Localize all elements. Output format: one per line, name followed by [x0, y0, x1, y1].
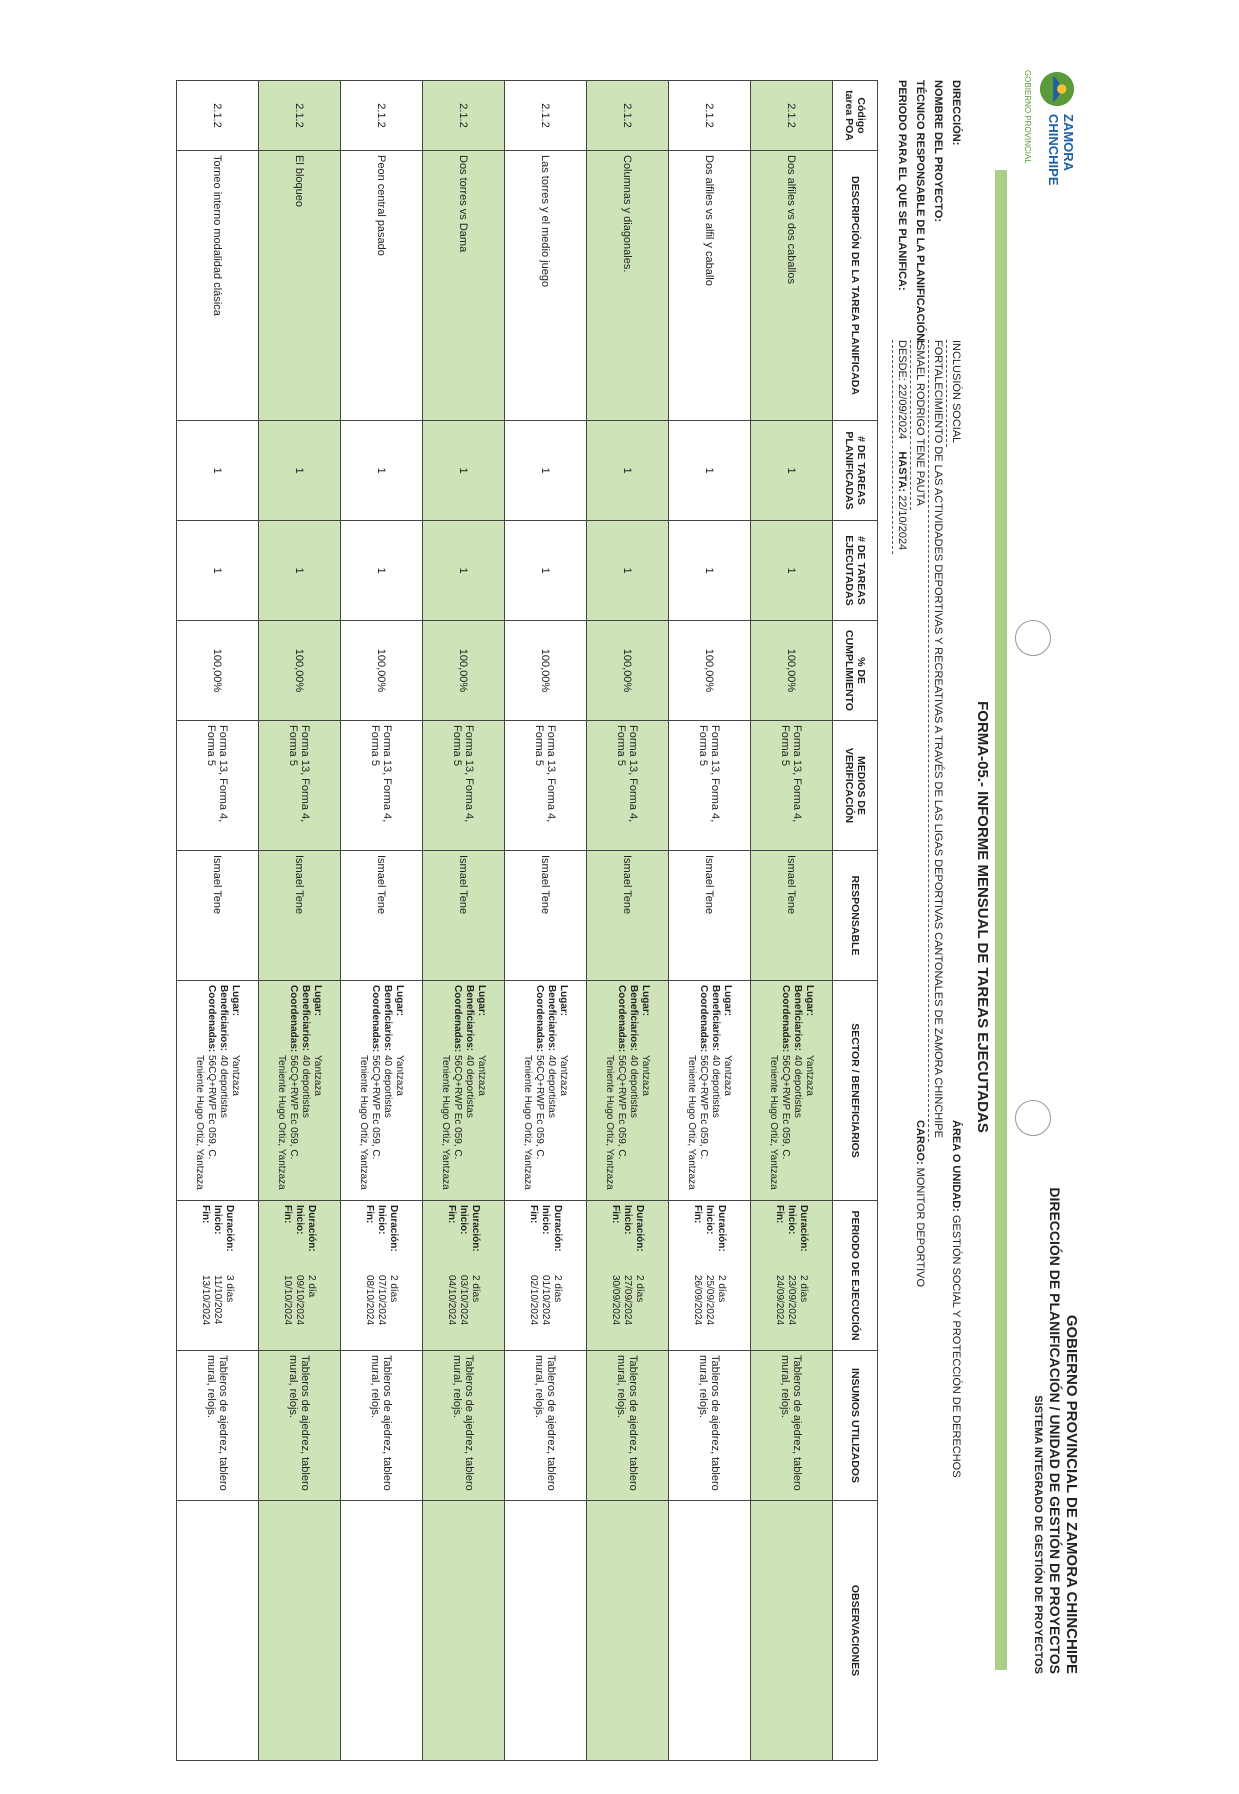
cell-sector	[259, 981, 341, 1201]
cell-observaciones	[259, 1501, 341, 1761]
cell-insumos: Tableros de ajedrez, tablero mural, relojs.	[177, 1351, 259, 1501]
inicio-value: 25/09/2024	[704, 1275, 716, 1326]
cell-responsable: Ismael Tene	[177, 851, 259, 981]
table-row	[669, 81, 751, 1761]
lugar-value: Yantzaza	[804, 1055, 816, 1096]
lugar-value: Yantzaza	[722, 1055, 734, 1096]
beneficiarios-value: 40 deportistas	[628, 1055, 640, 1118]
cell-insumos: Tableros de ajedrez, tablero mural, relojs.	[669, 1351, 751, 1501]
table-body	[177, 81, 833, 1761]
fin-value: 26/09/2024	[692, 1275, 704, 1326]
inicio-value: 07/10/2024	[376, 1275, 388, 1326]
cell-observaciones	[751, 1501, 833, 1761]
lugar-value: Yantzaza	[394, 1055, 406, 1096]
coordenadas-label: Coordenadas:	[452, 985, 464, 1053]
system-name: SISTEMA INTEGRADO DE GESTIÓN DE PROYECTOS	[1032, 1395, 1044, 1674]
cell-ejecutadas: 1	[669, 521, 751, 621]
cell-sector	[587, 981, 669, 1201]
hasta-label: HASTA:	[896, 451, 908, 493]
punch-hole-top	[1015, 620, 1051, 656]
provincial-emblem-icon	[1038, 70, 1076, 108]
inicio-label: Inicio:	[540, 1205, 552, 1235]
cell-medios: Forma 13, Forma 4, Forma 5	[177, 721, 259, 851]
cell-sector	[177, 981, 259, 1201]
col-observaciones: OBSERVACIONES	[833, 1501, 878, 1761]
col-responsable: RESPONSABLE	[833, 851, 878, 981]
coordenadas-value: 56CQ+RWP Ec 059, C. Teniente Hugo Ortiz, Yantzaza	[194, 1055, 218, 1190]
cell-planificadas: 1	[177, 421, 259, 521]
cell-codigo: 2.1.2	[177, 81, 259, 151]
cell-medios: Forma 13, Forma 4, Forma 5	[587, 721, 669, 851]
table-row	[423, 81, 505, 1761]
document-page	[0, 40, 1110, 1794]
inicio-label: Inicio:	[212, 1205, 224, 1235]
cell-sector	[341, 981, 423, 1201]
periodo-range	[892, 340, 911, 554]
cell-planificadas: 1	[341, 421, 423, 521]
col-sector: SECTOR / BENEFICIARIOS	[833, 981, 878, 1201]
duracion-value: 2 días	[470, 1275, 482, 1303]
cell-cumplimiento: 100,00%	[669, 621, 751, 721]
lugar-value: Yantzaza	[476, 1055, 488, 1096]
cell-planificadas: 1	[505, 421, 587, 521]
tasks-table	[176, 80, 878, 1761]
beneficiarios-label: Beneficiarios:	[464, 985, 476, 1052]
fin-label: Fin:	[774, 1205, 786, 1224]
cell-ejecutadas: 1	[751, 521, 833, 621]
coordenadas-value: 56CQ+RWP Ec 059, C. Teniente Hugo Ortiz, Yantzaza	[768, 1055, 792, 1190]
cell-insumos: Tableros de ajedrez, tablero mural, relojs.	[587, 1351, 669, 1501]
cell-planificadas: 1	[751, 421, 833, 521]
inicio-label: Inicio:	[704, 1205, 716, 1235]
cell-responsable: Ismael Tene	[423, 851, 505, 981]
beneficiarios-value: 40 deportistas	[792, 1055, 804, 1118]
fin-label: Fin:	[364, 1205, 376, 1224]
fin-label: Fin:	[692, 1205, 704, 1224]
cell-planificadas: 1	[259, 421, 341, 521]
document-header	[1029, 1187, 1080, 1674]
cell-codigo: 2.1.2	[669, 81, 751, 151]
fin-value: 13/10/2024	[200, 1275, 212, 1326]
col-periodo: PERIODO DE EJECUCIÓN	[833, 1201, 878, 1351]
table-row	[341, 81, 423, 1761]
duracion-value: 2 días	[552, 1275, 564, 1303]
cell-responsable: Ismael Tene	[505, 851, 587, 981]
duracion-label: Duración:	[552, 1205, 564, 1252]
lugar-label: Lugar:	[558, 985, 570, 1017]
cell-insumos: Tableros de ajedrez, tablero mural, relojs.	[341, 1351, 423, 1501]
inicio-label: Inicio:	[622, 1205, 634, 1235]
duracion-label: Duración:	[634, 1205, 646, 1252]
cell-ejecutadas: 1	[177, 521, 259, 621]
table-row	[177, 81, 259, 1761]
lugar-label: Lugar:	[640, 985, 652, 1017]
col-cumplimiento: % DE CUMPLIMIENTO	[833, 621, 878, 721]
punch-hole-bottom	[1015, 1100, 1051, 1136]
inicio-label: Inicio:	[294, 1205, 306, 1235]
cell-descripcion: Las torres y el medio juego	[505, 151, 587, 421]
cell-observaciones	[423, 1501, 505, 1761]
inicio-value: 01/10/2024	[540, 1275, 552, 1326]
duracion-label: Duración:	[388, 1205, 400, 1252]
header-band	[995, 170, 1007, 1670]
cell-cumplimiento: 100,00%	[341, 621, 423, 721]
fin-label: Fin:	[282, 1205, 294, 1224]
beneficiarios-value: 40 deportistas	[710, 1055, 722, 1118]
cell-ejecutadas: 1	[587, 521, 669, 621]
beneficiarios-label: Beneficiarios:	[710, 985, 722, 1052]
lugar-label: Lugar:	[722, 985, 734, 1017]
lugar-label: Lugar:	[476, 985, 488, 1017]
coordenadas-label: Coordenadas:	[616, 985, 628, 1053]
cell-responsable: Ismael Tene	[751, 851, 833, 981]
cell-periodo	[423, 1201, 505, 1351]
inicio-value: 11/10/2024	[212, 1275, 224, 1325]
cell-planificadas: 1	[669, 421, 751, 521]
col-ejecutadas: # DE TAREAS EJECUTADAS	[833, 521, 878, 621]
cell-codigo: 2.1.2	[587, 81, 669, 151]
desde-value: 22/09/2024	[896, 384, 908, 440]
cell-responsable: Ismael Tene	[587, 851, 669, 981]
col-insumos: INSUMOS UTILIZADOS	[833, 1351, 878, 1501]
direccion-value: INCLUSIÓN SOCIAL	[946, 340, 965, 447]
table-row	[259, 81, 341, 1761]
fin-value: 10/10/2024	[282, 1275, 294, 1326]
proyecto-label: NOMBRE DEL PROYECTO:	[932, 80, 944, 222]
duracion-value: 3 días	[224, 1275, 236, 1303]
cell-observaciones	[587, 1501, 669, 1761]
cell-medios: Forma 13, Forma 4, Forma 5	[423, 721, 505, 851]
cell-sector	[423, 981, 505, 1201]
cell-codigo: 2.1.2	[259, 81, 341, 151]
cell-insumos: Tableros de ajedrez, tablero mural, relojs.	[423, 1351, 505, 1501]
cell-insumos: Tableros de ajedrez, tablero mural, relojs.	[259, 1351, 341, 1501]
cell-codigo: 2.1.2	[505, 81, 587, 151]
cell-ejecutadas: 1	[505, 521, 587, 621]
duracion-label: Duración:	[798, 1205, 810, 1252]
cell-observaciones	[669, 1501, 751, 1761]
coordenadas-label: Coordenadas:	[370, 985, 382, 1053]
lugar-label: Lugar:	[230, 985, 242, 1017]
cell-insumos: Tableros de ajedrez, tablero mural, relojs.	[505, 1351, 587, 1501]
form-title: FORMA-05.- INFORME MENSUAL DE TAREAS EJECUTADAS	[974, 701, 991, 1133]
fin-value: 24/09/2024	[774, 1275, 786, 1326]
fin-value: 02/10/2024	[528, 1275, 540, 1326]
cargo-value: MONITOR DEPORTIVO	[914, 1167, 926, 1288]
logo-sub: GOBIERNO PROVINCIAL	[1023, 70, 1032, 164]
cell-descripcion: Dos torres vs Dama	[423, 151, 505, 421]
cell-descripcion: Columnas y diagonales.	[587, 151, 669, 421]
inicio-label: Inicio:	[786, 1205, 798, 1235]
coordenadas-value: 56CQ+RWP Ec 059, C. Teniente Hugo Ortiz, Yantzaza	[440, 1055, 464, 1190]
duracion-label: Duración:	[306, 1205, 318, 1252]
duracion-value: 2 días	[798, 1275, 810, 1303]
cell-cumplimiento: 100,00%	[177, 621, 259, 721]
lugar-label: Lugar:	[312, 985, 324, 1017]
table-row	[587, 81, 669, 1761]
area-value: GESTIÓN SOCIAL Y PROTECCIÓN DE DERECHOS	[950, 1214, 962, 1478]
cell-cumplimiento: 100,00%	[423, 621, 505, 721]
cell-sector	[505, 981, 587, 1201]
logo	[1010, 70, 1080, 190]
lugar-value: Yantzaza	[640, 1055, 652, 1096]
col-planificadas: # DE TAREAS PLANIFICADAS	[833, 421, 878, 521]
table-header-row	[833, 81, 878, 1761]
cell-cumplimiento: 100,00%	[259, 621, 341, 721]
direccion-label: DIRECCIÓN:	[950, 80, 962, 146]
coordenadas-value: 56CQ+RWP Ec 059, C. Teniente Hugo Ortiz, Yantzaza	[604, 1055, 628, 1190]
cell-observaciones	[341, 1501, 423, 1761]
cell-cumplimiento: 100,00%	[587, 621, 669, 721]
coordenadas-label: Coordenadas:	[698, 985, 710, 1053]
lugar-value: Yantzaza	[312, 1055, 324, 1096]
hasta-value: 22/10/2024	[896, 495, 908, 551]
coordenadas-value: 56CQ+RWP Ec 059, C. Teniente Hugo Ortiz, Yantzaza	[522, 1055, 546, 1190]
beneficiarios-label: Beneficiarios:	[628, 985, 640, 1052]
duracion-label: Duración:	[224, 1205, 236, 1252]
cell-descripcion: Torneo interno modalidad clásica	[177, 151, 259, 421]
periodo-row	[893, 80, 911, 1580]
duracion-value: 2 días	[388, 1275, 400, 1303]
col-descripcion: DESCRIPCIÓN DE LA TAREA PLANIFICADA	[833, 151, 878, 421]
cell-medios: Forma 13, Forma 4, Forma 5	[505, 721, 587, 851]
cell-periodo	[505, 1201, 587, 1351]
table-row	[505, 81, 587, 1761]
col-codigo: Código tarea POA	[833, 81, 878, 151]
cell-descripcion: Peon central pasado	[341, 151, 423, 421]
cell-responsable: Ismael Tene	[259, 851, 341, 981]
cell-observaciones	[505, 1501, 587, 1761]
cell-codigo: 2.1.2	[341, 81, 423, 151]
fin-label: Fin:	[200, 1205, 212, 1224]
tecnico-label: TÉCNICO RESPONSABLE DE LA PLANIFICACIÓN:	[914, 80, 926, 345]
table-row	[751, 81, 833, 1761]
cell-descripcion: Dos alfiles vs alfil y caballo	[669, 151, 751, 421]
coordenadas-value: 56CQ+RWP Ec 059, C. Teniente Hugo Ortiz, Yantzaza	[358, 1055, 382, 1190]
coordenadas-value: 56CQ+RWP Ec 059, C. Teniente Hugo Ortiz, Yantzaza	[686, 1055, 710, 1190]
cell-periodo	[341, 1201, 423, 1351]
area-field	[947, 1120, 965, 1478]
dept-name: DIRECCIÓN DE PLANIFICACIÓN / UNIDAD DE GESTIÓN DE PROYECTOS	[1047, 1187, 1063, 1674]
lugar-value: Yantzaza	[230, 1055, 242, 1096]
cell-sector	[751, 981, 833, 1201]
report-metadata	[893, 80, 965, 1580]
lugar-value: Yantzaza	[558, 1055, 570, 1096]
desde-label: DESDE:	[896, 340, 908, 381]
cell-cumplimiento: 100,00%	[505, 621, 587, 721]
cell-cumplimiento: 100,00%	[751, 621, 833, 721]
beneficiarios-label: Beneficiarios:	[792, 985, 804, 1052]
tecnico-value: ISMAEL RODRIGO TENE PAUTA	[910, 340, 929, 510]
coordenadas-value: 56CQ+RWP Ec 059, C. Teniente Hugo Ortiz, Yantzaza	[276, 1055, 300, 1190]
cell-codigo: 2.1.2	[423, 81, 505, 151]
coordenadas-label: Coordenadas:	[780, 985, 792, 1053]
cell-periodo	[177, 1201, 259, 1351]
beneficiarios-value: 40 deportistas	[218, 1055, 230, 1118]
lugar-label: Lugar:	[804, 985, 816, 1017]
beneficiarios-value: 40 deportistas	[300, 1055, 312, 1118]
beneficiarios-label: Beneficiarios:	[382, 985, 394, 1052]
proyecto-row	[929, 80, 947, 1580]
duracion-value: 2 días	[634, 1275, 646, 1303]
coordenadas-label: Coordenadas:	[206, 985, 218, 1053]
fin-label: Fin:	[610, 1205, 622, 1224]
beneficiarios-value: 40 deportistas	[382, 1055, 394, 1118]
cell-medios: Forma 13, Forma 4, Forma 5	[751, 721, 833, 851]
cell-medios: Forma 13, Forma 4, Forma 5	[341, 721, 423, 851]
cell-codigo: 2.1.2	[751, 81, 833, 151]
fin-value: 04/10/2024	[446, 1275, 458, 1326]
inicio-label: Inicio:	[376, 1205, 388, 1235]
org-name: GOBIERNO PROVINCIAL DE ZAMORA CHINCHIPE	[1063, 1314, 1080, 1674]
logo-name: ZAMORA CHINCHIPE	[1046, 114, 1076, 186]
lugar-label: Lugar:	[394, 985, 406, 1017]
cell-observaciones	[177, 1501, 259, 1761]
inicio-value: 23/09/2024	[786, 1275, 798, 1326]
direccion-row	[947, 80, 965, 1580]
inicio-value: 27/09/2024	[622, 1275, 634, 1326]
cell-insumos: Tableros de ajedrez, tablero mural, relojs.	[751, 1351, 833, 1501]
area-label: ÁREA O UNIDAD:	[950, 1120, 962, 1212]
fin-value: 30/09/2024	[610, 1275, 622, 1326]
cell-ejecutadas: 1	[259, 521, 341, 621]
beneficiarios-label: Beneficiarios:	[546, 985, 558, 1052]
cell-periodo	[669, 1201, 751, 1351]
inicio-value: 03/10/2024	[458, 1275, 470, 1326]
col-medios: MEDIOS DE VERIFICACIÓN	[833, 721, 878, 851]
cargo-field	[911, 1120, 929, 1287]
cell-periodo	[259, 1201, 341, 1351]
inicio-label: Inicio:	[458, 1205, 470, 1235]
duracion-label: Duración:	[470, 1205, 482, 1252]
cell-sector	[669, 981, 751, 1201]
cell-periodo	[751, 1201, 833, 1351]
cell-responsable: Ismael Tene	[341, 851, 423, 981]
fin-label: Fin:	[446, 1205, 458, 1224]
cell-periodo	[587, 1201, 669, 1351]
fin-label: Fin:	[528, 1205, 540, 1224]
cell-planificadas: 1	[423, 421, 505, 521]
beneficiarios-value: 40 deportistas	[546, 1055, 558, 1118]
beneficiarios-label: Beneficiarios:	[300, 985, 312, 1052]
tecnico-row	[911, 80, 929, 1580]
inicio-value: 09/10/2024	[294, 1275, 306, 1326]
proyecto-value: FORTALECIMIENTO DE LAS ACTIVIDADES DEPORTIVAS Y RECREATIVAS A TRAVÉS DE LAS LIGAS DEPORTIVAS CANTONALES DE ZAMORA CHINCHIPE	[928, 340, 947, 1142]
beneficiarios-label: Beneficiarios:	[218, 985, 230, 1052]
cell-medios: Forma 13, Forma 4, Forma 5	[669, 721, 751, 851]
cell-ejecutadas: 1	[341, 521, 423, 621]
coordenadas-label: Coordenadas:	[288, 985, 300, 1053]
beneficiarios-value: 40 deportistas	[464, 1055, 476, 1118]
cell-responsable: Ismael Tene	[669, 851, 751, 981]
duracion-value: 2 día	[306, 1275, 318, 1298]
cell-ejecutadas: 1	[423, 521, 505, 621]
cargo-label: CARGO:	[914, 1120, 926, 1165]
duracion-value: 2 días	[716, 1275, 728, 1303]
fin-value: 08/10/2024	[364, 1275, 376, 1326]
cell-medios: Forma 13, Forma 4, Forma 5	[259, 721, 341, 851]
cell-descripcion: El bloqueo	[259, 151, 341, 421]
duracion-label: Duración:	[716, 1205, 728, 1252]
cell-planificadas: 1	[587, 421, 669, 521]
periodo-label: PERIODO PARA EL QUE SE PLANIFICA:	[896, 80, 908, 291]
coordenadas-label: Coordenadas:	[534, 985, 546, 1053]
cell-descripcion: Dos alfiles vs dos caballos	[751, 151, 833, 421]
